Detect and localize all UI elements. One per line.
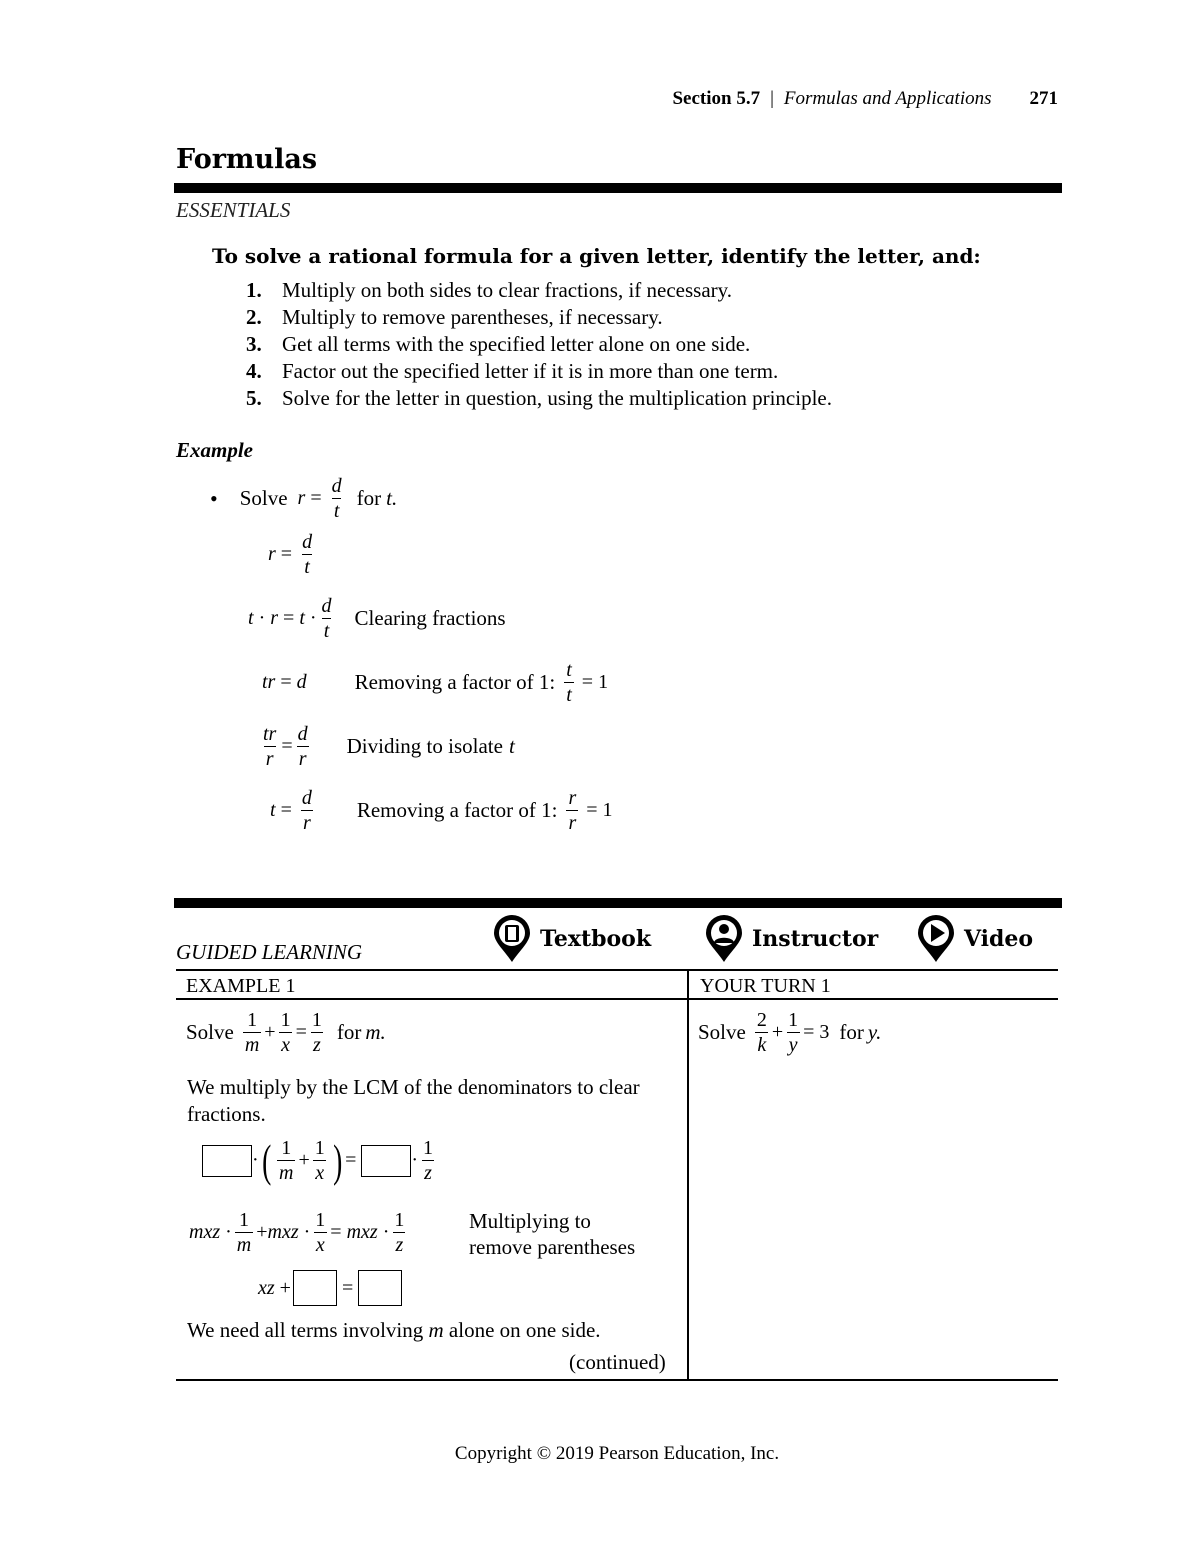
video-label: Video	[964, 926, 1034, 952]
copyright-notice: Copyright © 2019 Pearson Education, Inc.	[454, 1443, 780, 1464]
video-link[interactable]	[916, 914, 1033, 964]
answer-blank[interactable]	[358, 1270, 402, 1306]
expanded-equation: mxz · $\frac{1}{m}$ + mxz · $\frac{1}{x}$ = mxz · $\frac{1}{z}$	[189, 1209, 405, 1256]
page-title: Formulas	[176, 144, 318, 175]
list-item: 5. Solve for the letter in question, using the multiplication principle.	[246, 386, 832, 410]
note-removing-r: Removing a factor of 1:	[356, 798, 558, 822]
section-title: Formulas and Applications	[783, 88, 992, 109]
instructor-link[interactable]	[704, 914, 878, 964]
book-pin-icon	[492, 914, 532, 964]
textbook-link[interactable]	[492, 914, 651, 964]
terms-instruction: We need all terms involving m alone on one side.	[187, 1318, 601, 1342]
step-equation-4: $\frac{tr}{r}$ = $\frac{d}{r}$ Dividing to isolate t	[263, 723, 515, 770]
step-equation-5: t = $\frac{d}{r}$ Removing a factor of 1: $\frac{r}{r}$ = 1	[270, 787, 613, 834]
section-number: Section 5.7	[672, 88, 761, 109]
answer-blank[interactable]	[361, 1145, 411, 1177]
guided-learning-label: GUIDED LEARNING	[176, 940, 363, 964]
table-top-rule	[176, 969, 1058, 971]
list-item: 3. Get all terms with the specified letter alone on one side.	[246, 332, 751, 356]
play-pin-icon	[916, 914, 956, 964]
note-clearing: Clearing fractions	[354, 606, 506, 630]
your-turn-1-problem: Solve $\frac{2}{k}$ + $\frac{1}{y}$ = 3 for y.	[698, 1009, 882, 1056]
person-pin-icon	[704, 914, 744, 964]
note-dividing-var: t	[508, 734, 515, 758]
for-var: t.	[386, 486, 398, 510]
textbook-label: Textbook	[540, 926, 652, 952]
list-item: 4. Factor out the specified letter if it is in more than one term.	[246, 359, 779, 383]
example-problem: • Solve r = $\frac{d}{t}$ for t.	[210, 475, 398, 522]
lcm-equation: · ( $\frac{1}{m}$ + $\frac{1}{x}$ ) = · $\frac{1}{z}$	[202, 1136, 438, 1185]
title-rule	[174, 183, 1062, 193]
answer-blank[interactable]	[293, 1270, 337, 1306]
table-column-divider	[687, 969, 689, 1380]
multiplying-note: Multiplying to remove parentheses	[469, 1209, 636, 1259]
note-dividing: Dividing to isolate	[346, 734, 503, 758]
header-separator: |	[770, 88, 774, 109]
essentials-label: ESSENTIALS	[176, 198, 291, 222]
table-bottom-rule	[176, 1379, 1058, 1381]
bullet: •	[210, 485, 218, 511]
answer-blank[interactable]	[202, 1145, 252, 1177]
table-header-rule	[176, 998, 1058, 1000]
intro-text: To solve a rational formula for a given letter, identify the letter, and:	[212, 244, 981, 268]
example-1-problem: Solve $\frac{1}{m}$ + $\frac{1}{x}$ = $\frac{1}{z}$ for m.	[186, 1009, 386, 1056]
running-header	[672, 88, 1058, 110]
for-word: for	[356, 486, 382, 510]
instructor-label: Instructor	[752, 926, 879, 952]
your-turn-1-header: YOUR TURN 1	[700, 975, 831, 997]
step-equation-3: tr = d Removing a factor of 1: $\frac{t}{t}$ = 1	[262, 659, 609, 706]
list-item: 1. Multiply on both sides to clear fractions, if necessary.	[246, 278, 733, 302]
example-heading: Example	[176, 438, 253, 462]
step-equation-1: r = $\frac{d}{t}$	[268, 531, 313, 578]
lcm-instruction: We multiply by the LCM of the denominators to clear fractions.	[187, 1075, 640, 1126]
example-1-header: EXAMPLE 1	[186, 975, 296, 997]
page-number: 271	[1029, 88, 1058, 109]
simplified-equation: xz + =	[258, 1270, 402, 1306]
solve-word: Solve	[239, 486, 288, 510]
guided-rule	[174, 898, 1062, 908]
list-item: 2. Multiply to remove parentheses, if necessary.	[246, 305, 663, 329]
continued-label: (continued)	[569, 1350, 666, 1374]
steps-list	[246, 277, 832, 412]
step-equation-2: t · r = t · $\frac{d}{t}$ Clearing fractions	[248, 595, 506, 642]
note-removing-t: Removing a factor of 1:	[354, 670, 556, 694]
